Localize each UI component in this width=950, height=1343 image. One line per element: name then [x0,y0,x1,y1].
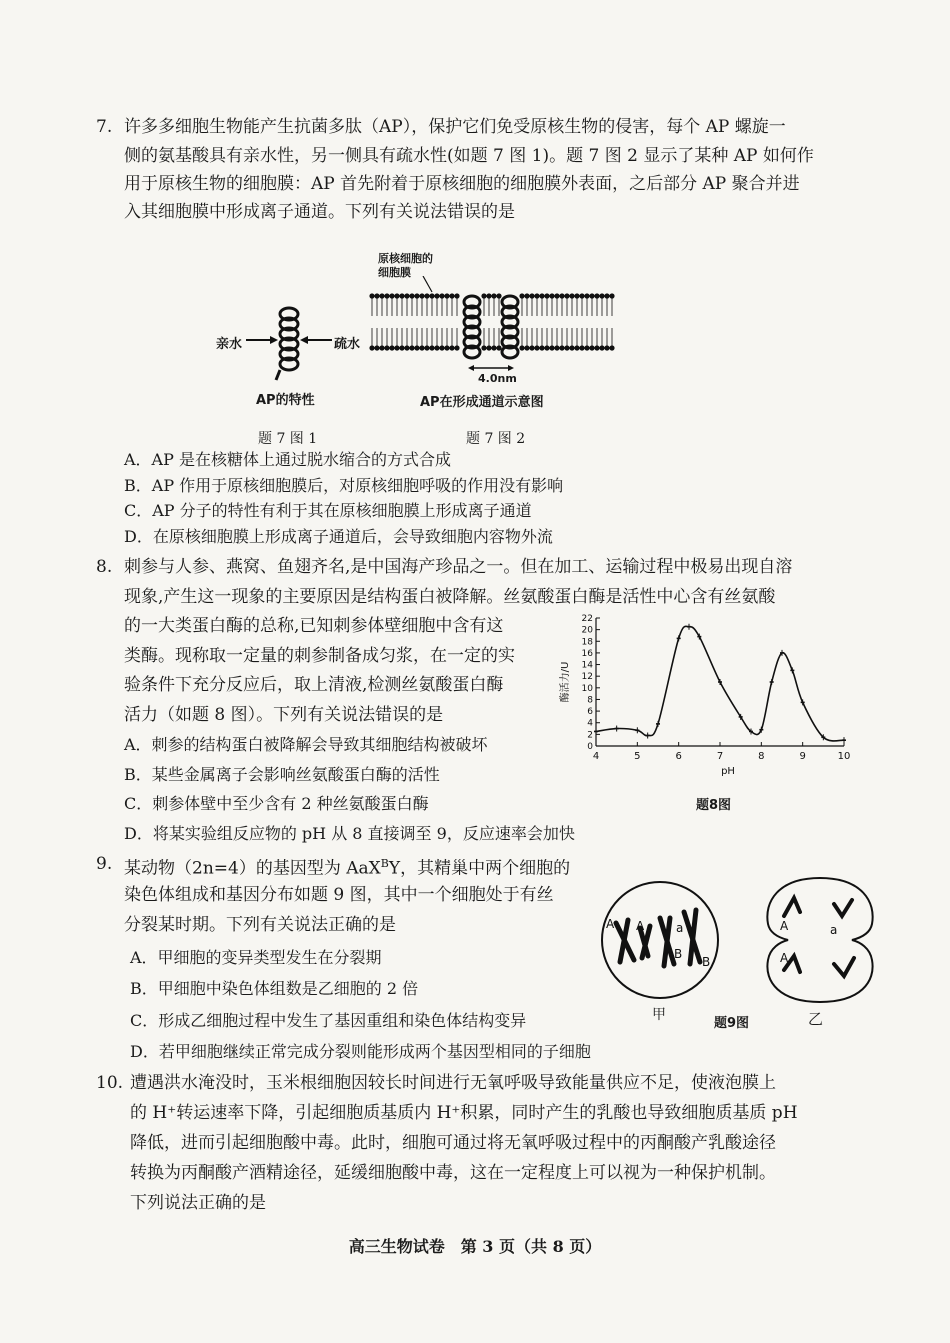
fig9-caption: 题9图 [714,1016,750,1031]
lipid-head [374,293,379,298]
lipid-head [399,293,404,298]
lipid-head [534,293,539,298]
question-9-line-1 [124,853,570,880]
fig9-label-yi: 乙 [808,1010,824,1028]
lipid-head [549,345,554,350]
lipid-head [599,345,604,350]
lipid-head [579,293,584,298]
lipid-head [604,345,609,350]
lipid-head [434,293,439,298]
question-7-option-b: B．AP 作用于原核细胞膜后，对原核细胞呼吸的作用没有影响 [124,476,564,495]
fig9-yi-gene-2: a [830,923,838,937]
y-axis-label: 酶活力/U [560,661,571,703]
question-10-line-5: 下列说法正确的是 [130,1193,266,1213]
y-tick-label: 16 [581,648,593,659]
lipid-head [399,345,404,350]
question-8-line-5: 验条件下充分反应后，取上清液,检测丝氨酸蛋白酶 [124,675,504,695]
fig7-1-label-hydrophobic: 疏水 [334,337,361,352]
fig9-cell-jia [598,878,728,1008]
x-tick-label: 6 [675,751,682,762]
lipid-head [439,345,444,350]
question-10-line-1: 遭遇洪水淹没时，玉米根细胞因较长时间进行无氧呼吸导致能量供应不足，使液泡膜上 [130,1073,776,1093]
fig7-2-distance-label: 4.0nm [478,372,517,385]
lipid-head [414,345,419,350]
lipid-head [429,345,434,350]
enzyme-activity-chart [548,608,858,796]
lipid-head [424,345,429,350]
lipid-head [584,293,589,298]
lipid-head [594,345,599,350]
lipid-head [409,293,414,298]
fig9-jia-gene-1: A [606,917,615,931]
lipid-head [524,345,529,350]
lipid-head [564,293,569,298]
lipid-head [544,293,549,298]
lipid-head [454,293,459,298]
y-tick-label: 14 [581,660,593,671]
lipid-head [544,345,549,350]
fig9-yi-gene-3: A [780,951,789,965]
lipid-head [394,293,399,298]
lipid-head [529,345,534,350]
lipid-head [574,345,579,350]
lipid-head [434,345,439,350]
question-9-line-1-superscript: B [380,857,389,870]
lipid-head [579,345,584,350]
lipid-head [599,293,604,298]
lipid-head [419,293,424,298]
lipid-head [404,345,409,350]
lipid-head [569,293,574,298]
question-8-line-2: 现象,产生这一现象的主要原因是结构蛋白被降解。丝氨酸蛋白酶是活性中心含有丝氨酸 [124,587,776,607]
fig7-2-membrane-label-line1: 原核细胞的 [378,252,433,265]
lipid-head [589,293,594,298]
lipid-head [519,345,524,350]
page-footer: 高三生物试卷 第 3 页（共 8 页） [348,1237,602,1256]
lipid-head [564,345,569,350]
lipid-head [389,293,394,298]
fig9-jia-gene-3: a [676,921,684,935]
lipid-head [594,293,599,298]
lipid-head [496,345,501,350]
x-tick-label: 8 [758,751,765,762]
question-10-line-2: 的 H⁺转运速率下降，引起细胞质基质内 H⁺积累，同时产生的乳酸也导致细胞质基质 pH [130,1103,798,1123]
y-tick-label: 22 [581,614,593,624]
lipid-head [379,345,384,350]
lipid-head [554,345,559,350]
lipid-head [429,293,434,298]
lipid-head [444,293,449,298]
question-8-line-6: 活力（如题 8 图）。下列有关说法错误的是 [124,705,444,725]
lipid-head [534,345,539,350]
fig9-label-jia: 甲 [652,1007,666,1023]
question-9-line-1-tail: Y，其精巢中两个细胞的 [388,858,571,879]
lipid-head [404,293,409,298]
lipid-head [369,293,374,298]
y-tick-label: 12 [581,672,593,683]
x-tick-label: 5 [634,751,641,762]
question-8-line-1: 刺参与人参、燕窝、鱼翅齐名,是中国海产珍品之一。但在加工、运输过程中极易出现自溶 [124,557,793,577]
fig7-1-helix-diagram [240,300,340,390]
question-7-line-3: 用于原核生物的细胞膜：AP 首先附着于原核细胞的细胞膜外表面，之后部分 AP 聚合并进 [124,174,800,194]
fig9-cell-yi [758,872,882,1008]
y-tick-label: 10 [581,683,593,694]
lipid-head [609,293,614,298]
question-9-option-a: A．甲细胞的变异类型发生在分裂期 [130,948,382,967]
lipid-head [589,345,594,350]
lipid-head [394,345,399,350]
lipid-head [491,293,496,298]
question-7-line-2: 侧的氨基酸具有亲水性，另一侧具有疏水性(如题 7 图 1)。题 7 图 2 显示了某种 AP 如何作 [124,146,814,166]
lipid-head [539,293,544,298]
question-8-option-c: C．刺参体壁中至少含有 2 种丝氨酸蛋白酶 [124,794,429,813]
lipid-head [481,345,486,350]
lipid-head [486,345,491,350]
lipid-head [374,345,379,350]
question-8-option-b: B．某些金属离子会影响丝氨酸蛋白酶的活性 [124,765,440,784]
lipid-head [496,293,501,298]
lipid-head [539,345,544,350]
fig7-2-title: AP在形成通道示意图 [420,395,544,410]
question-8-line-3: 的一大类蛋白酶的总称,已知刺参体壁细胞中含有这 [124,616,504,636]
question-9-line-3: 分裂某时期。下列有关说法正确的是 [124,915,396,935]
y-tick-label: 6 [587,707,593,718]
x-tick-label: 9 [799,751,806,762]
lipid-head [529,293,534,298]
lipid-head [389,345,394,350]
lipid-head [519,293,524,298]
lipid-head [454,345,459,350]
fig7-2-membrane-label-line2: 细胞膜 [378,266,411,279]
x-tick-label: 10 [837,751,851,762]
y-tick-label: 8 [587,695,593,706]
question-8-figure-caption: 题8图 [696,798,732,813]
lipid-head [569,345,574,350]
lipid-head [424,293,429,298]
question-8-option-a: A．刺参的结构蛋白被降解会导致其细胞结构被破坏 [124,735,488,754]
y-tick-label: 2 [587,730,593,741]
lipid-head [384,293,389,298]
lipid-head [554,293,559,298]
question-9-line-2: 染色体组成和基因分布如题 9 图，其中一个细胞处于有丝 [124,885,554,905]
lipid-head [559,345,564,350]
fig9-yi-gene-1: A [780,919,789,933]
lipid-head [549,293,554,298]
lipid-head [559,293,564,298]
y-tick-label: 20 [581,625,593,636]
question-10-line-4: 转换为丙酮酸产酒精途径，延缓细胞酸中毒，这在一定程度上可以视为一种保护机制。 [130,1163,776,1183]
y-tick-label: 18 [581,637,593,648]
lipid-head [574,293,579,298]
lipid-head [444,345,449,350]
x-axis-label: pH [721,766,735,777]
lipid-head [439,293,444,298]
fig7-2-membrane-diagram [368,276,618,386]
question-8-number: 8. [96,557,113,577]
question-9-line-1-text: 某动物（2n=4）的基因型为 AaX [124,858,381,879]
question-7-number: 7. [96,117,113,137]
question-9-option-b: B．甲细胞中染色体组数是乙细胞的 2 倍 [130,979,419,998]
lipid-head [369,345,374,350]
lipid-head [409,345,414,350]
question-9-option-c: C．形成乙细胞过程中发生了基因重组和染色体结构变异 [130,1011,527,1030]
fig9-jia-gene-5: B [702,955,711,969]
lipid-head [449,345,454,350]
question-7-option-c: C．AP 分子的特性有利于其在原核细胞膜上形成离子通道 [124,501,532,520]
y-tick-label: 4 [587,718,593,729]
fig9-jia-gene-4: B [674,947,683,961]
lipid-head [584,345,589,350]
question-8-line-4: 类酶。现称取一定量的刺参制备成匀浆，在一定的实 [124,646,515,666]
fig7-1-caption: 题 7 图 1 [258,431,318,447]
question-10-number: 10. [96,1073,124,1093]
y-tick-label: 0 [587,742,593,752]
fig7-2-caption: 题 7 图 2 [466,431,526,447]
lipid-head [481,293,486,298]
lipid-head [419,345,424,350]
question-7-line-1: 许多多细胞生物能产生抗菌多肽（AP），保护它们免受原核生物的侵害，每个 AP 螺旋一 [124,117,786,137]
question-10-line-3: 降低，进而引起细胞酸中毒。此时，细胞可通过将无氧呼吸过程中的丙酮酸产乳酸途径 [130,1133,776,1153]
question-7-line-4: 入其细胞膜中形成离子通道。下列有关说法错误的是 [124,202,515,222]
lipid-head [609,345,614,350]
lipid-head [604,293,609,298]
fig7-1-title: AP的特性 [256,393,315,408]
fig9-jia-gene-2: A [636,919,645,933]
question-7-option-a: A．AP 是在核糖体上通过脱水缩合的方式合成 [124,450,451,469]
lipid-head [491,345,496,350]
question-9-option-d: D．若甲细胞继续正常完成分裂则能形成两个基因型相同的子细胞 [130,1042,591,1061]
lipid-head [486,293,491,298]
fig7-1-label-hydrophilic: 亲水 [216,337,243,352]
lipid-head [449,293,454,298]
x-tick-label: 7 [716,751,724,762]
lipid-head [379,293,384,298]
x-tick-label: 4 [592,751,600,762]
lipid-head [384,345,389,350]
question-8-option-d: D．将某实验组反应物的 pH 从 8 直接调至 9，反应速率会加快 [124,824,575,843]
lipid-head [524,293,529,298]
lipid-head [414,293,419,298]
question-9-number: 9. [96,854,113,874]
question-7-option-d: D．在原核细胞膜上形成离子通道后，会导致细胞内容物外流 [124,527,553,546]
